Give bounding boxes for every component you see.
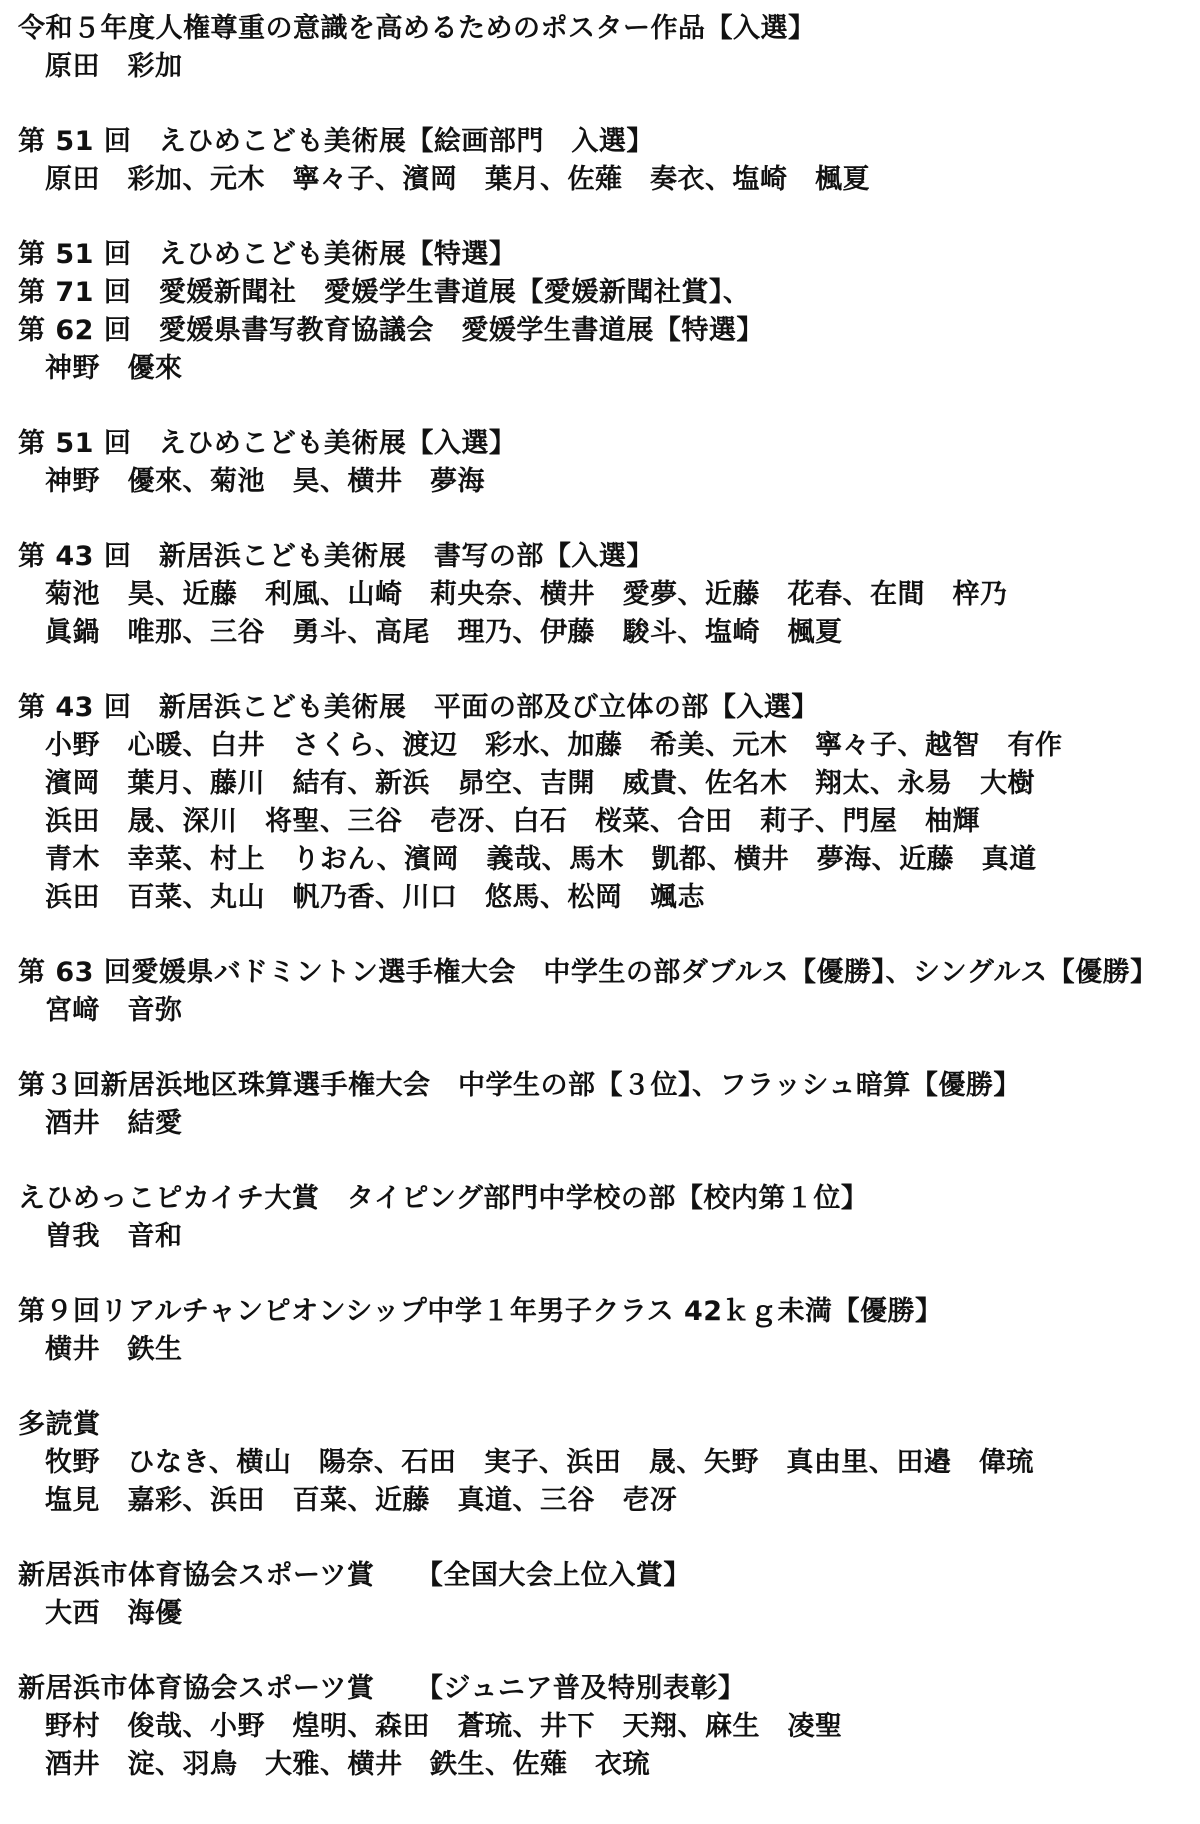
recipient-names: 浜田 晟、深川 将聖、三谷 壱冴、白石 桜菜、合田 莉子、門屋 柚輝 [45,806,980,837]
award-title: 第 43 回 新居浜こども美術展 平面の部及び立体の部【入選】 [18,692,819,723]
recipient-names: 浜田 百菜、丸山 帆乃香、川口 悠馬、松岡 颯志 [45,882,705,913]
award-title: 第 51 回 えひめこども美術展【入選】 [18,428,517,459]
award-title: 第 51 回 えひめこども美術展【特選】 [18,239,517,270]
award-entry [18,1670,1188,1784]
award-title: 第 63 回愛媛県バドミントン選手権大会 中学生の部ダブルス【優勝】、シングルス【優勝】 [18,957,1158,988]
recipient-names: 曽我 音和 [45,1221,183,1252]
recipient-names: 神野 優來、菊池 昊、横井 夢海 [45,466,485,497]
recipient-names: 菊池 昊、近藤 利風、山崎 莉央奈、横井 愛夢、近藤 花春、在間 梓乃 [45,579,1008,610]
award-entry [18,689,1188,917]
award-entry [18,10,1188,86]
award-title: 第９回リアルチャンピオンシップ中学１年男子クラス 42ｋｇ未満【優勝】 [18,1296,943,1327]
recipient-names: 大西 海優 [45,1598,183,1629]
award-title: 第 62 回 愛媛県書写教育協議会 愛媛学生書道展【特選】 [18,315,764,346]
award-list [18,10,1188,1821]
award-entry [18,1557,1188,1633]
recipient-names: 神野 優來 [45,353,183,384]
recipient-names: 横井 鉄生 [45,1334,183,1365]
award-entry [18,1293,1188,1369]
award-title: 令和５年度人権尊重の意識を高めるためのポスター作品【入選】 [18,13,816,44]
recipient-names: 酒井 淀、羽鳥 大雅、横井 鉄生、佐薙 衣琉 [45,1749,650,1780]
award-title: えひめっこピカイチ大賞 タイピング部門中学校の部【校内第１位】 [18,1183,869,1214]
recipient-names: 青木 幸菜、村上 りおん、濱岡 義哉、馬木 凱都、横井 夢海、近藤 真道 [45,844,1037,875]
award-entry [18,954,1188,1030]
award-title: 新居浜市体育協会スポーツ賞 【ジュニア普及特別表彰】 [18,1673,746,1704]
recipient-names: 濱岡 葉月、藤川 結有、新浜 昴空、吉開 威貴、佐名木 翔太、永易 大樹 [45,768,1035,799]
recipient-names: 牧野 ひなき、横山 陽奈、石田 実子、浜田 晟、矢野 真由里、田邉 偉琉 [45,1447,1034,1478]
award-entry [18,1067,1188,1143]
award-entry [18,1180,1188,1256]
recipient-names: 小野 心暖、白井 さくら、渡辺 彩水、加藤 希美、元木 寧々子、越智 有作 [45,730,1063,761]
recipient-names: 野村 俊哉、小野 煌明、森田 蒼琉、井下 天翔、麻生 凌聖 [45,1711,843,1742]
award-title: 第 43 回 新居浜こども美術展 書写の部【入選】 [18,541,654,572]
award-entry [18,236,1188,388]
award-entry [18,1406,1188,1520]
award-entry [18,123,1188,199]
recipient-names: 原田 彩加、元木 寧々子、濱岡 葉月、佐薙 奏衣、塩崎 楓夏 [45,164,870,195]
recipient-names: 眞鍋 唯那、三谷 勇斗、高尾 理乃、伊藤 駿斗、塩崎 楓夏 [45,617,843,648]
award-title: 第 71 回 愛媛新聞社 愛媛学生書道展【愛媛新聞社賞】、 [18,277,751,308]
award-entry [18,425,1188,501]
recipient-names: 原田 彩加 [45,51,183,82]
award-title: 第 51 回 えひめこども美術展【絵画部門 入選】 [18,126,654,157]
award-title: 多読賞 [18,1409,101,1440]
award-title: 新居浜市体育協会スポーツ賞 【全国大会上位入賞】 [18,1560,691,1591]
award-entry [18,538,1188,652]
award-title: 第３回新居浜地区珠算選手権大会 中学生の部【３位】、フラッシュ暗算【優勝】 [18,1070,1021,1101]
recipient-names: 宮﨑 音弥 [45,995,183,1026]
recipient-names: 塩見 嘉彩、浜田 百菜、近藤 真道、三谷 壱冴 [45,1485,678,1516]
recipient-names: 酒井 結愛 [45,1108,183,1139]
